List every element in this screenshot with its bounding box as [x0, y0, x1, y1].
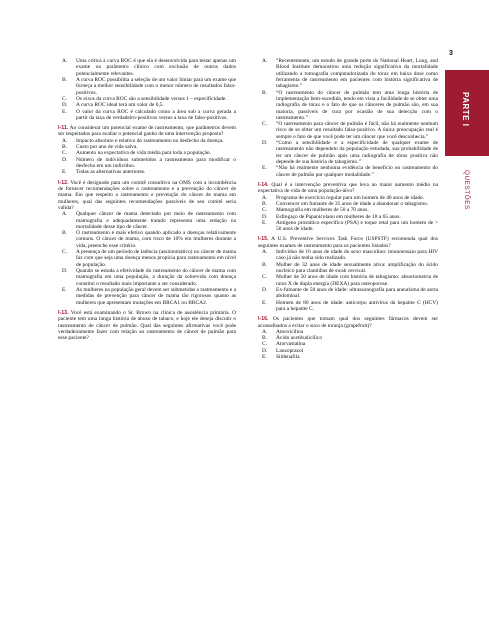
option-letter: C. — [262, 274, 267, 281]
option-text: Todas as alternativas anteriores. — [76, 169, 146, 176]
option-text: Ex-fumante de 58 anos de idade: ultrassonografia para aneurisma de aorta abdominal. — [276, 286, 438, 300]
answer-option — [258, 354, 438, 360]
answer-option — [58, 157, 236, 170]
question-number: I-13. — [58, 309, 69, 316]
answer-option — [58, 287, 236, 306]
option-letter: B. — [62, 144, 67, 151]
page-number: 3 — [449, 50, 453, 57]
question-number: I-15. — [258, 236, 269, 243]
option-text: Quando se estuda a efetividade do rastreamento do câncer de mama com mamografia em uma população, a duração da sobrevida com doença constitui o resultado mais importante a ser considerado. — [76, 268, 236, 287]
question-i-12 — [58, 180, 236, 212]
option-text: A curva ROC possibilita a seleção de um valor limiar para um exame que forneça a melhor sensibilidade com o menor número de resultados falso-positivos. — [76, 76, 236, 96]
answer-option — [258, 249, 438, 262]
question-i-16 — [258, 316, 438, 329]
option-letter: A. — [62, 58, 68, 64]
question-stem: A U.S. Preventive Services Task Force (USPSTF) recomenda qual dos seguintes exames de rastreamento para os pacientes listados? — [258, 236, 439, 249]
left-column — [58, 58, 236, 341]
option-text: Número de indivíduos submetidos a rastreamento para modificar o desfecho em um indivíduo. — [76, 156, 236, 169]
option-letter: D. — [262, 213, 268, 220]
option-letter: E. — [62, 169, 67, 176]
option-letter: C. — [262, 341, 267, 348]
option-letter: D. — [62, 102, 68, 109]
option-letter: E. — [262, 219, 267, 226]
option-letter: A. — [262, 328, 268, 335]
answer-option — [258, 165, 438, 178]
option-text: Homem de 80 anos de idade: anticorpo antivírus da hepatite C (HCV) para a hepatite C. — [276, 299, 438, 312]
option-text: Custo por ano de vida salva. — [76, 144, 138, 151]
right-column — [258, 58, 438, 360]
option-letter: C. — [62, 249, 67, 256]
question-i-13-options — [258, 58, 438, 178]
question-stem: Você é designado para um comitê consultivo na OMS com a incumbência de fornecer recomendações sobre o rastreamento e a prevenção do câncer de mama. Em que respeito a rastreamento e prevenção do câncer de mama em mulheres, qual das seguintes recomendações possíveis de seu comitê seria válida? — [58, 179, 236, 211]
answer-option — [258, 58, 438, 90]
option-text: Sildenafila — [276, 354, 300, 361]
option-text: As mulheres na população geral devem ser submetidas a rastreamento e a medidas de prevenção para câncer de mama tão rigorosos quanto as mulheres que apresentam mutações em BRCA1 ou BRCA2. — [76, 286, 236, 306]
option-letter: E. — [262, 299, 267, 306]
option-text: A curva ROC ideal terá um valor de 0,5. — [76, 102, 164, 109]
question-number: I-12. — [58, 179, 69, 186]
question-i-14 — [258, 182, 438, 195]
option-letter: D. — [62, 268, 68, 274]
option-text: Aumento na expectativa de vida média para toda a população. — [76, 150, 211, 157]
answer-option — [58, 211, 236, 230]
answer-option — [258, 274, 438, 287]
answer-option — [258, 300, 438, 313]
question-number: I-16. — [258, 316, 269, 323]
question-stem: Ao considerar um potencial exame de rastreamento, que parâmetros devem ser respeitados para avaliar o potencial ganho de uma intervenção proposta? — [58, 125, 236, 138]
option-letter: A. — [62, 137, 68, 144]
option-letter: B. — [262, 261, 267, 268]
question-stem: Os pacientes que tomam qual dos seguintes fármacos devem ser aconselhados a evitar o suco de toranja (grapefruit)? — [258, 316, 439, 329]
option-text: Qualquer câncer de mama detectado por meio de rastreamento com mamografia e adequadamente tratado representa uma redução na mortalidade desse tipo de câncer. — [76, 211, 236, 230]
option-letter: A. — [262, 249, 268, 256]
answer-option — [58, 169, 236, 175]
intro-options — [58, 58, 236, 121]
option-letter: C. — [62, 150, 67, 157]
section-label: QUESTÕES — [463, 170, 470, 210]
option-letter: A. — [62, 211, 68, 218]
option-text: “O rastreamento para câncer de pulmão é fácil, não há realmente nenhum risco de se obter um resultado falso-positivo. A única preocupação real é sempre o fato de que você pode ter um câncer que você desconhecia.” — [276, 121, 438, 140]
option-text: Mamografia em mulheres de 50 a 70 anos. — [276, 207, 369, 214]
option-text: Lanzoprazol — [276, 347, 304, 354]
answer-option — [58, 230, 236, 249]
option-letter: D. — [62, 156, 68, 163]
option-text: “Como a sensibilidade e a especificidade de qualquer exame de rastreamento não dependem da população estudada, sua probabilidade de ter um câncer de pulmão após uma radiografia de tórax positiva não depende de sua história de tabagismo.” — [276, 140, 438, 165]
answer-option — [258, 140, 438, 165]
option-letter: B. — [62, 230, 67, 237]
option-letter: B. — [62, 76, 67, 83]
option-text: Os eixos da curva ROC são a sensibilidade versus 1 – especificidade. — [76, 95, 227, 102]
question-i-11-options — [58, 138, 236, 176]
option-text: Impacto absoluto e relativo do rastreamento no desfecho da doença. — [76, 137, 224, 144]
answer-option — [258, 262, 438, 275]
question-i-13 — [58, 310, 236, 342]
part-label: PARTE I — [461, 92, 470, 127]
option-text: Uma crítica à curva ROC é que ela é desenvolvida para testar apenas um exame ou parâmetro clínico com exclusão de outros dados potencialmente relevantes. — [76, 58, 236, 77]
question-number: I-11. — [58, 125, 69, 132]
answer-option — [58, 109, 236, 122]
option-text: “O rastreamento do câncer de pulmão tem uma longa história de implementação bem-sucedida, tendo em vista a facilidade de se obter uma radiografia de tórax e o fato de que os cânceres de pulmão são, em sua maioria, passíveis de cura por ocasião de sua detecção com o rastreamento.” — [276, 89, 438, 121]
option-letter: A. — [262, 58, 268, 64]
answer-option — [258, 220, 438, 233]
option-letter: E. — [62, 108, 67, 115]
option-text: Esfregaço de Papanicolaou em mulheres de 18 a 65 anos. — [276, 213, 401, 220]
option-text: Indivíduo de 16 anos de idade do sexo masculino: imunoensaio para HIV caso já não tenha sido realizado. — [276, 249, 438, 262]
answer-option — [58, 77, 236, 96]
question-i-16-options — [258, 329, 438, 361]
answer-option — [258, 90, 438, 122]
option-letter: D. — [262, 286, 268, 293]
question-i-11 — [58, 125, 236, 138]
option-text: Ácido acetilsalicílico — [276, 335, 323, 342]
option-text: Antígeno prostático específico (PSA) e toque retal para um homem de > 50 anos de idade. — [276, 219, 438, 233]
option-text: O valor da curva ROC é calculado como a área sob a curva gerada a partir da taxa de verdadeiro-positivos versus a taxa de falso-positivos. — [76, 108, 236, 121]
question-i-14-options — [258, 195, 438, 233]
option-letter: A. — [262, 194, 268, 201]
answer-option — [258, 287, 438, 300]
option-letter: E. — [262, 354, 267, 361]
answer-option — [58, 249, 236, 268]
option-letter: B. — [262, 89, 267, 96]
option-letter: B. — [262, 200, 267, 207]
option-text: Convencer um fumante de 35 anos de idade a abandonar o tabagismo. — [276, 200, 429, 207]
option-letter: B. — [262, 335, 267, 342]
option-text: “Recentemente, um estudo de grande porte do National Heart, Lung, and Blood Institute demonstrou uma redução significativa da mortalidade utilizando a tomografia computadorizada do tórax em baixa dose como ferramenta de rastreamento em pacientes com história significativa de tabagismo.” — [276, 58, 438, 90]
answer-option — [258, 121, 438, 140]
option-letter: C. — [262, 121, 267, 128]
option-text: A presença de um período de latência (assintomático) no câncer de mama faz com que seja uma doença menos propícia para rastreamento em nível de população. — [76, 249, 236, 268]
question-number: I-14. — [258, 181, 269, 188]
option-text: Mulher de 50 anos de idade com história de tabagismo: absortometria de raios X de dupla energia (DEXA) para osteoporose. — [276, 274, 438, 287]
option-letter: E. — [262, 165, 267, 172]
question-stem: Qual é a intervenção preventiva que leva ao maior aumento médio na expectativa de vida de uma população-alvo? — [258, 181, 439, 195]
option-text: “Não há realmente nenhuma evidência de benefício no rastreamento do câncer de pulmão por qualquer modalidade.” — [276, 165, 438, 178]
question-i-15 — [258, 236, 438, 249]
option-text: O rastreamento é mais efetivo quando aplicado a doenças relativamente comuns. O câncer de mama, com risco de 10% em mulheres durante a vida, preenche esse critério. — [76, 230, 236, 249]
option-letter: E. — [62, 286, 67, 293]
answer-option — [58, 58, 236, 77]
option-text: Mulher de 32 anos de idade sexualmente ativa: amplificação do ácido nucleico para clamídias de swab cervical. — [276, 261, 438, 274]
answer-option — [58, 268, 236, 287]
question-i-12-options — [58, 211, 236, 306]
option-text: Amoxicilina — [276, 328, 304, 335]
option-text: Programa de exercício regular para um homem de 40 anos de idade. — [276, 194, 424, 201]
option-text: Atorvastatina — [276, 341, 306, 348]
option-letter: D. — [262, 140, 268, 147]
question-stem: Você está examinando o Sr. Brown na clínica de assistência primária. O paciente tem uma longa história de abuso de tabaco, e hoje ele deseja discutir o rastreamento de câncer de pulmão. Qual das seguintes afirmativas você pode verdadeiramente fazer com relação ao rastreamento de câncer de pulmão para esse paciente? — [58, 309, 236, 342]
option-letter: D. — [262, 347, 268, 354]
question-i-15-options — [258, 249, 438, 312]
option-letter: C. — [62, 95, 67, 102]
option-letter: C. — [262, 207, 267, 214]
